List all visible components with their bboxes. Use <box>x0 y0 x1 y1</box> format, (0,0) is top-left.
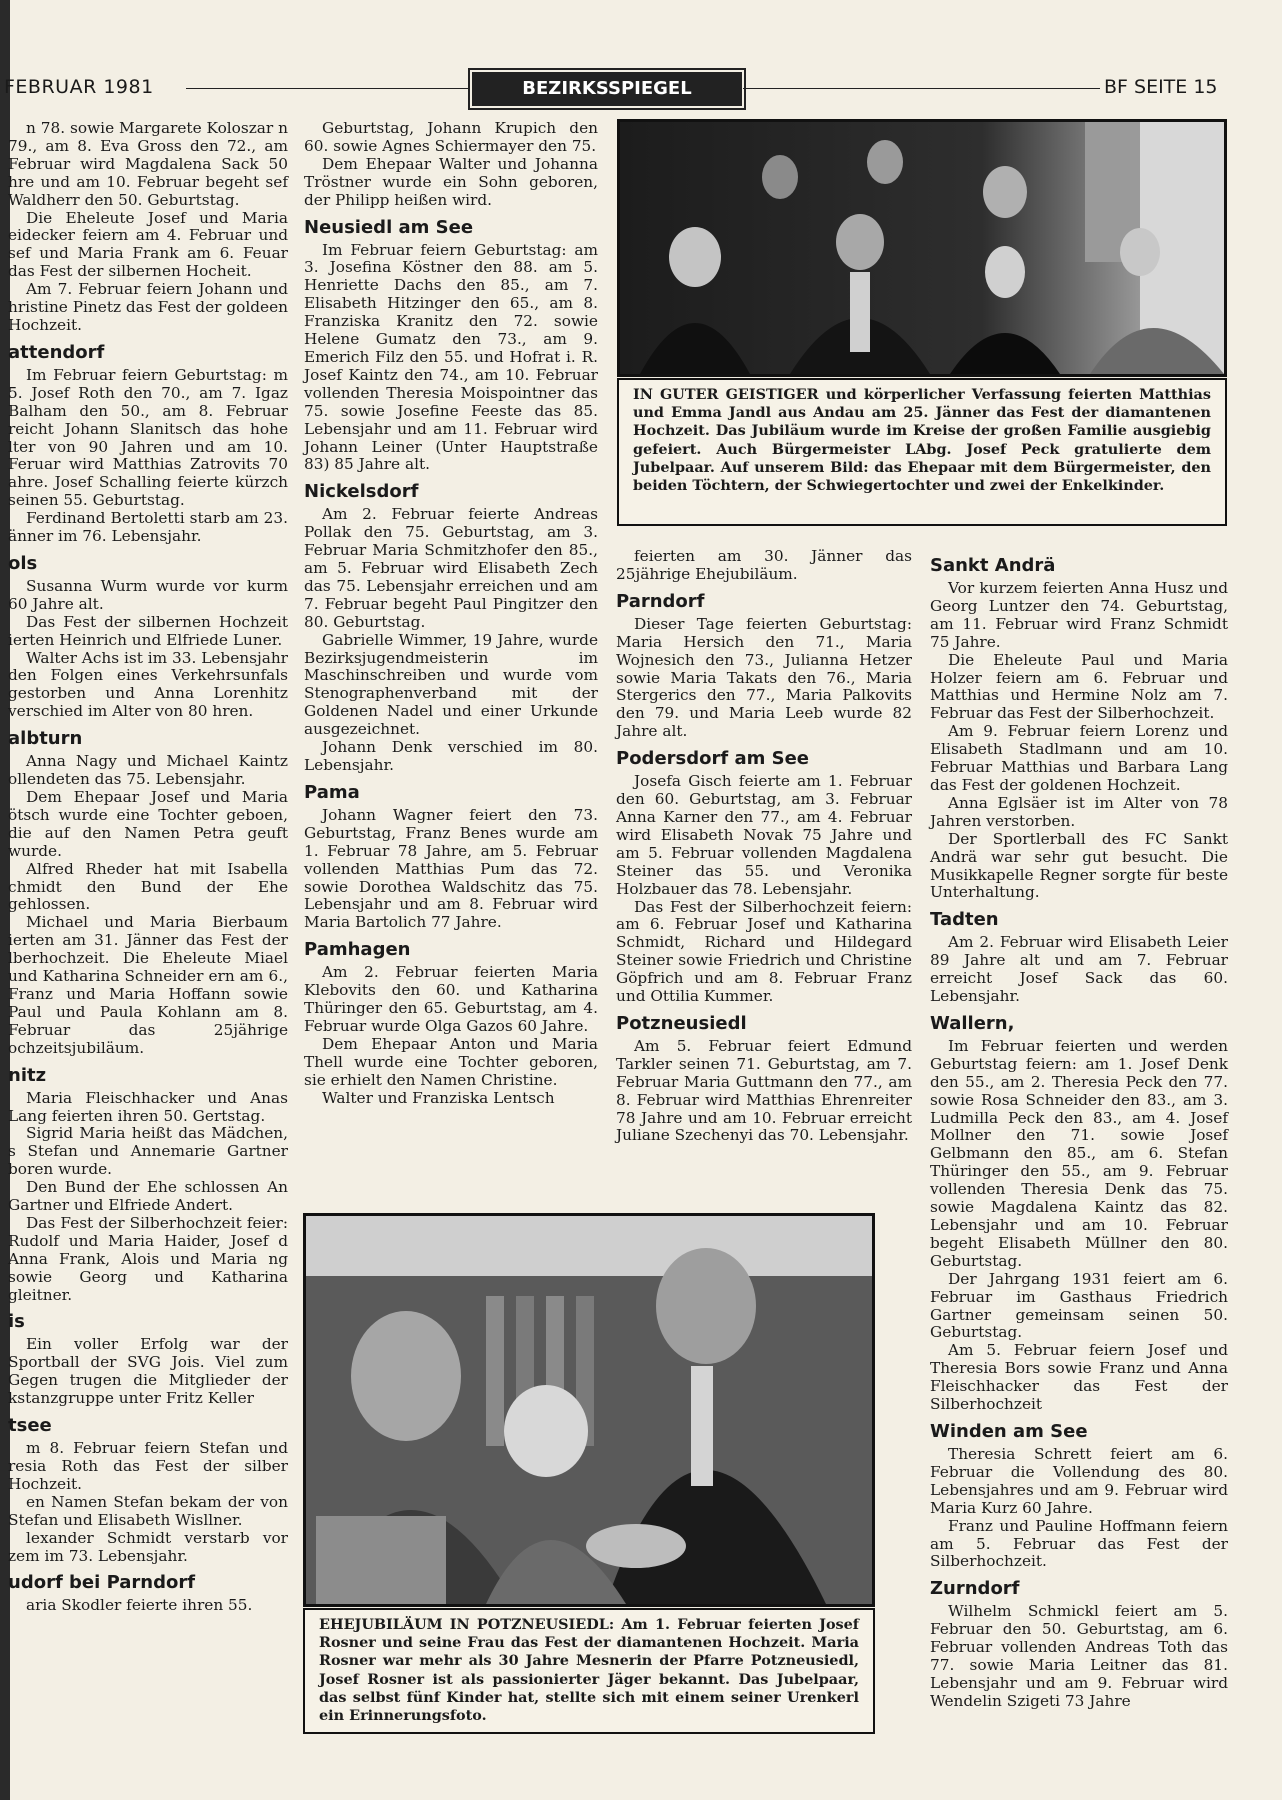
paragraph: Gabrielle Wimmer, 19 Jahre, wurde Bezirksjugendmeisterin im Maschinschreiben und wurde vom Stenographenverband mit der Goldenen Nadel und einer Urkunde ausgezeichnet. <box>304 630 598 739</box>
section-title: BEZIRKSSPIEGEL <box>472 72 742 106</box>
paragraph: Im Februar feiern Geburtstag: m 5. Josef Roth den 70., am 7. Igaz Balham den 50., am 8. Februar reicht Johann Slanitsch das hohe lter von 90 Jahren und am 10. Feruar wird Matthias Zatrovits 70 ahre. Josef Schalling feierte kürzch seinen 55. Geburtstag. <box>8 365 288 510</box>
section-heading: Podersdorf am See <box>616 748 810 770</box>
paragraph: n 78. sowie Margarete Koloszar n 79., am 8. Eva Gross den 72., am Februar wird Magdalena Sack 50 hre und am 10. Februar begeht sef Waldherr den 50. Geburtstag. <box>8 119 288 209</box>
section-heading: ols <box>8 552 38 574</box>
paragraph: Im Februar feierten und werden Geburtstag feiern: am 1. Josef Denk den 55., am 2. Theresia Peck den 77. sowie Rosa Schneider den 83., am 3. Ludmilla Peck den 83., am 4. Josef Mollner den 71. sowie Josef Gelbmann den 85., am 6. Stefan Thüringer den 55., am 9. Februar vollenden Theresia Denk das 75. sowie Magdalena Kaintz das 82. Lebensjahr und am 10. Februar begeht Elisabeth Müllner den 80. Geburtstag. <box>930 1036 1228 1270</box>
paragraph: Am 2. Februar wird Elisabeth Leier 89 Jahre alt und am 7. Februar erreicht Josef Sack das 60. Lebensjahr. <box>930 933 1228 1006</box>
paragraph: Alfred Rheder hat mit Isabella chmidt den Bund der Ehe gehlossen. <box>8 859 288 914</box>
paragraph: Dem Ehepaar Josef und Maria ötsch wurde eine Tochter geboen, die auf den Namen Petra geuft wurde. <box>8 788 288 860</box>
section-heading: tsee <box>8 1415 52 1437</box>
column-4 <box>930 548 1228 1711</box>
header-date: FEBRUAR 1981 <box>4 76 154 98</box>
paragraph: lexander Schmidt verstarb vor zem im 73. Lebensjahr. <box>8 1528 288 1565</box>
section-heading: Potzneusiedl <box>616 1012 747 1034</box>
section-heading: Zurndorf <box>930 1578 1020 1600</box>
paragraph: aria Skodler feierte ihren 55. <box>26 1596 253 1615</box>
paragraph: Sigrid Maria heißt das Mädchen, s Stefan und Annemarie Gartner boren wurde. <box>8 1124 288 1179</box>
header-rule-right <box>743 88 1100 89</box>
section-heading: Pama <box>304 781 360 803</box>
paragraph: Anna Eglsäer ist im Alter von 78 Jahren verstorben. <box>930 793 1228 830</box>
page-number: BF SEITE 15 <box>1104 76 1218 98</box>
section-heading: Wallern, <box>930 1012 1015 1034</box>
section-heading: Tadten <box>930 909 999 931</box>
section-heading: nitz <box>8 1064 47 1086</box>
paragraph: Susanna Wurm wurde vor kurm 60 Jahre alt. <box>8 576 288 613</box>
paragraph: Theresia Schrett feiert am 6. Februar die Vollendung des 80. Lebensjahres und am 9. Februar wird Maria Kurz 60 Jahre. <box>930 1444 1228 1517</box>
paragraph: Dem Ehepaar Walter und Johanna Tröstner wurde ein Sohn geboren, der Philipp heißen wird. <box>304 154 598 209</box>
paragraph: Am 5. Februar feiern Josef und Theresia Bors sowie Franz und Anna Fleischhacker das Fest der Silberhochzeit <box>930 1341 1228 1414</box>
paragraph: Am 2. Februar feierte Andreas Pollak den 75. Geburtstag, am 3. Februar Maria Schmitzhofer den 85., am 5. Februar wird Elisabeth Zech das 75. Lebensjahr erreichen und am 7. Februar begeht Paul Pingitzer den 80. Geburtstag. <box>304 505 598 631</box>
column-3 <box>616 548 912 1145</box>
paragraph: Maria Fleischhacker und Anas Lang feierten ihren 50. Gertstag. <box>8 1088 288 1125</box>
column-1 <box>8 120 288 1615</box>
photo-jandl-caption: IN GUTER GEISTIGER und körperlicher Verfassung feierten Matthias und Emma Jandl aus Andau am 25. Jänner das Fest der diamantenen Hochzeit. Das Jubiläum wurde im Kreise der großen Familie ausgiebig gefeiert. Auch Bürgermeister LAbg. Josef Peck gratulierte dem Jubelpaar. Auf unserem Bild: das Ehepaar mit dem Bürgermeister, den beiden Töchtern, der Schwiegertochter und zwei der Enkelkinder. <box>617 378 1227 526</box>
paragraph: Dem Ehepaar Anton und Maria Thell wurde eine Tochter geboren, sie erhielt den Namen Christine. <box>304 1034 598 1089</box>
paragraph: Geburtstag, Johann Krupich den 60. sowie Agnes Schiermayer den 75. <box>304 119 598 155</box>
section-heading: is <box>8 1311 25 1333</box>
section-heading: Sankt Andrä <box>930 555 1056 576</box>
paragraph: Das Fest der Silberhochzeit feier: Rudolf und Maria Haider, Josef d Anna Frank, Alois und Maria ng sowie Georg und Katharina gleitner. <box>8 1213 288 1304</box>
paragraph: Der Sportlerball des FC Sankt Andrä war sehr gut besucht. Die Musikkapelle Regner sorgte für beste Unterhaltung. <box>930 829 1228 902</box>
paragraph: Ferdinand Bertoletti starb am 23. änner im 76. Lebensjahr. <box>8 509 288 546</box>
paragraph: Anna Nagy und Michael Kaintz ollendeten das 75. Lebensjahr. <box>8 752 288 789</box>
paragraph: Im Februar feiern Geburtstag: am 3. Josefina Köstner den 88. am 5. Henriette Dachs den 85., am 7. Elisabeth Hitzinger den 65., am 8. Franziska Kranitz den 72. sowie Helene Gumatz den 73., am 9. Emerich Filz den 55. und Hofrat i. R. Josef Kaintz den 74., am 10. Februar vollenden Theresia Moispointner das 75. sowie Josefine Feeste das 85. Lebensjahr und am 11. Februar wird Johann Leiner (Unter Hauptstraße 83) 85 Jahre alt. <box>304 240 598 474</box>
paragraph: m 8. Februar feiern Stefan und resia Roth das Fest der silber Hochzeit. <box>8 1439 288 1493</box>
photo-rosner-image <box>306 1216 872 1604</box>
paragraph: Michael und Maria Bierbaum ierten am 31. Jänner das Fest der lberhochzeit. Die Eheleute Miael und Katharina Schneider ern am 6., Franz und Maria Hoffann sowie Paul und Paula Kohlann am 8. Februar das 25jährige ochzeitsjubiläum. <box>8 913 288 1057</box>
page-header <box>0 72 1282 106</box>
photo-rosner <box>303 1213 875 1607</box>
header-rule-left <box>186 88 468 89</box>
paragraph: Das Fest der Silberhochzeit feiern: am 6. Februar Josef und Katharina Schmidt, Richard und Hildegard Steiner sowie Friedrich und Christine Göpfrich und am 8. Februar Franz und Ottilia Kummer. <box>616 897 912 1006</box>
paragraph: Am 7. Februar feiern Johann und hristine Pinetz das Fest der goldeen Hochzeit. <box>8 280 288 334</box>
section-heading: Nickelsdorf <box>304 481 419 503</box>
section-heading: udorf bei Parndorf <box>8 1572 196 1594</box>
paragraph: Vor kurzem feierten Anna Husz und Georg Luntzer den 74. Geburtstag, am 11. Februar wird Franz Schmidt 75 Jahre. <box>930 579 1228 651</box>
paragraph: Ein voller Erfolg war der Sportball der SVG Jois. Viel zum Gegen trugen die Mitglieder der kstanzgruppe unter Fritz Keller <box>8 1335 288 1408</box>
paragraph: Dieser Tage feierten Geburtstag: Maria Hersich den 71., Maria Wojnesich den 73., Julianna Hetzer sowie Maria Takats den 76., Maria Stergerics den 77., Maria Palkovits den 79. und Maria Leeb wurde 82 Jahre alt. <box>616 614 912 741</box>
photo-jandl-image <box>620 122 1224 374</box>
column-2 <box>304 120 598 1108</box>
paragraph: Den Bund der Ehe schlossen An Gartner und Elfriede Andert. <box>8 1178 288 1215</box>
section-heading: Parndorf <box>616 590 705 612</box>
paragraph: Walter und Franziska Lentsch <box>322 1088 555 1107</box>
section-heading: attendorf <box>8 341 105 363</box>
section-heading: Neusiedl am See <box>304 216 474 238</box>
section-heading: Pamhagen <box>304 939 411 961</box>
paragraph: Das Fest der silbernen Hochzeit ierten Heinrich und Elfriede Luner. <box>8 612 288 649</box>
paragraph: Franz und Pauline Hoffmann feiern am 5. Februar das Fest der Silberhochzeit. <box>930 1516 1228 1571</box>
photo-jandl-family <box>617 119 1227 377</box>
paragraph: Am 2. Februar feierten Maria Klebovits den 60. und Katharina Thüringer den 65. Geburtstag, am 4. Februar wurde Olga Gazos 60 Jahre. <box>304 963 598 1035</box>
section-heading: albturn <box>8 728 83 750</box>
section-heading: Winden am See <box>930 1420 1088 1442</box>
paragraph: Johann Denk verschied im 80. Lebensjahr. <box>304 738 598 774</box>
paragraph: Am 5. Februar feiert Edmund Tarkler seinen 71. Geburtstag, am 7. Februar Maria Guttmann den 77., am 8. Februar wird Matthias Ehrenreiter 78 Jahre und am 10. Februar erreicht Juliane Szechenyi das 70. Lebensjahr. <box>616 1036 912 1145</box>
paragraph: Johann Wagner feiert den 73. Geburtstag, Franz Benes wurde am 1. Februar 78 Jahre, am 5. Februar vollenden Matthias Pum das 72. sowie Dorothea Waldschitz das 75. Lebensjahr und am 8. Februar wird Maria Bartolich 77 Jahre. <box>304 805 598 932</box>
paragraph: Die Eheleute Paul und Maria Holzer feiern am 6. Februar und Matthias und Hermine Nolz am 7. Februar das Fest der Silberhochzeit. <box>930 650 1228 723</box>
paragraph: Die Eheleute Josef und Maria eidecker feiern am 4. Februar und sef und Maria Frank am 6. Feuar das Fest der silbernen Hocheit. <box>8 208 288 281</box>
paragraph: feierten am 30. Jänner das 25jährige Ehejubiläum. <box>616 547 912 583</box>
paragraph: Walter Achs ist im 33. Lebensjahr den Folgen eines Verkehrsunfals gestorben und Anna Lorenhitz verschied im Alter von 80 hren. <box>8 648 288 721</box>
paragraph: Josefa Gisch feierte am 1. Februar den 60. Geburtstag, am 3. Februar Anna Karner den 77., am 4. Februar wird Elisabeth Novak 75 Jahre und am 5. Februar vollenden Magdalena Steiner das 55. und Veronika Holzbauer das 78. Lebensjahr. <box>616 772 912 898</box>
paragraph: Wilhelm Schmickl feiert am 5. Februar den 50. Geburtstag, am 6. Februar vollenden Andreas Toth das 77. sowie Maria Leitner das 81. Lebensjahr und am 9. Februar wird Wendelin Szigeti 73 Jahre <box>930 1602 1228 1710</box>
photo-rosner-caption: EHEJUBILÄUM IN POTZNEUSIEDL: Am 1. Februar feierten Josef Rosner und seine Frau das Fest der diamantenen Hochzeit. Maria Rosner war mehr als 30 Jahre Mesnerin der Pfarre Potzneusiedl, Josef Rosner ist als passionierter Jäger bekannt. Das Jubelpaar, das selbst fünf Kinder hat, stellte sich mit einem seiner Urenkerl ein Erinnerungsfoto. <box>303 1608 875 1734</box>
paragraph: Am 9. Februar feiern Lorenz und Elisabeth Stadlmann und am 10. Februar Matthias und Barbara Lang das Fest der goldenen Hochzeit. <box>930 722 1228 794</box>
paragraph: Der Jahrgang 1931 feiert am 6. Februar im Gasthaus Friedrich Gartner gemeinsam seinen 50. Geburtstag. <box>930 1269 1228 1342</box>
paragraph: en Namen Stefan bekam der von Stefan und Elisabeth Wisllner. <box>8 1492 288 1529</box>
